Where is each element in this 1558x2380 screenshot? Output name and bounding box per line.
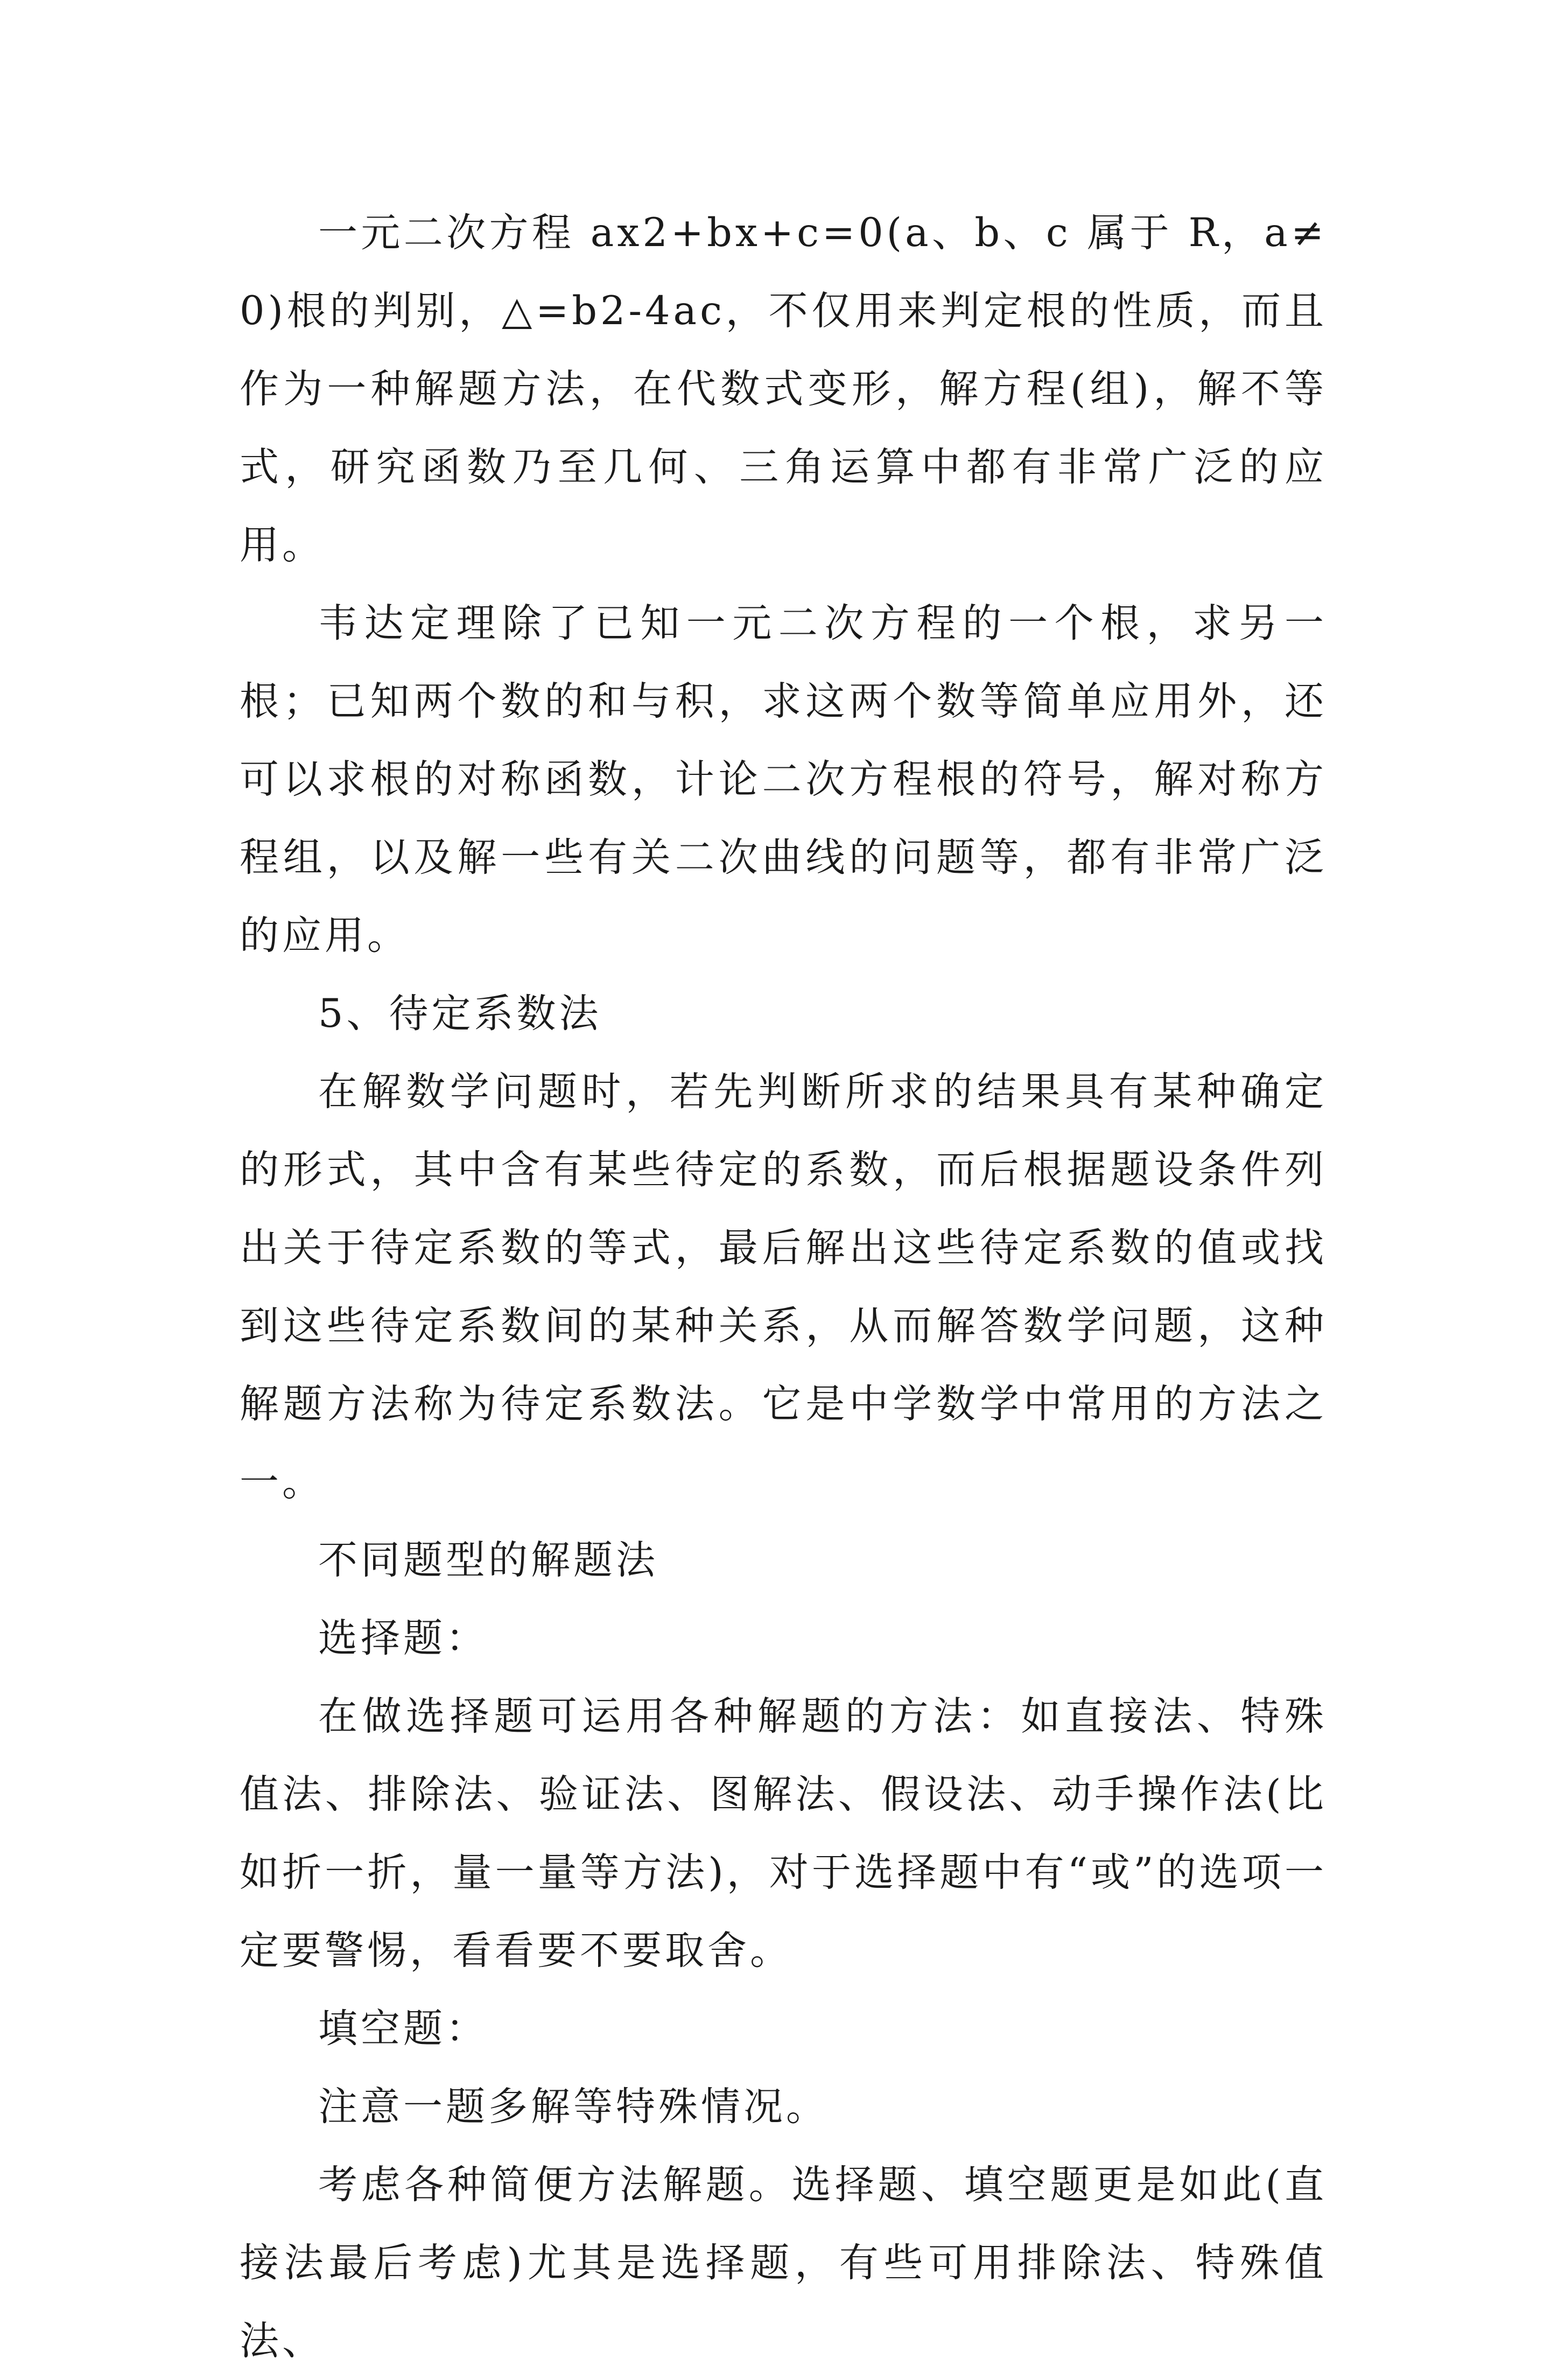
paragraph-vieta-theorem: 韦达定理除了已知一元二次方程的一个根，求另一根；已知两个数的和与积，求这两个数等简单应用外，还可以求根的对称函数，计论二次方程根的符号，解对称方程组，以及解一些有关二次曲线的问题等，都有非常广泛的应用。: [240, 600, 1327, 958]
paragraph-multiple-choice-methods: 在做选择题可运用各种解题的方法：如直接法、特殊值法、排除法、验证法、图解法、假设法、动手操作法(比如折一折，量一量等方法)，对于选择题中有“或”的选项一定要警惕，看看要不要取舍。: [240, 1693, 1327, 1973]
subheading-fill-in-blank: 填空题：: [318, 2006, 488, 2052]
paragraph-undetermined-coefficients: 在解数学问题时，若先判断所求的结果具有某种确定的形式，其中含有某些待定的系数，而后根据题设条件列出关于待定系数的等式，最后解出这些待定系数的值或找到这些待定系数间的某种关系，从而解答数学问题，这种解题方法称为待定系数法。它是中学数学中常用的方法之一。: [240, 1069, 1327, 1505]
paragraph-multiple-solutions: 注意一题多解等特殊情况。: [318, 2084, 829, 2130]
section-heading-question-types: 不同题型的解题法: [318, 1537, 658, 1583]
paragraph-discriminant: 一元二次方程 ax2+bx+c=0(a、b、c 属于 R，a≠0)根的判别，△=b2-4ac，不仅用来判定根的性质，而且作为一种解题方法，在代数式变形，解方程(组)，解不等式，研究函数乃至几何、三角运算中都有非常广泛的应用。: [240, 210, 1328, 568]
paragraph-shortcut-methods: 考虑各种简便方法解题。选择题、填空题更是如此(直接法最后考虑)尤其是选择题，有些可用排除法、特殊值法、: [240, 2162, 1327, 2364]
document-body: [240, 194, 1327, 2380]
subheading-multiple-choice: 选择题：: [318, 1615, 488, 1661]
section-heading-undetermined-coefficients: 5、待定系数法: [318, 991, 602, 1037]
